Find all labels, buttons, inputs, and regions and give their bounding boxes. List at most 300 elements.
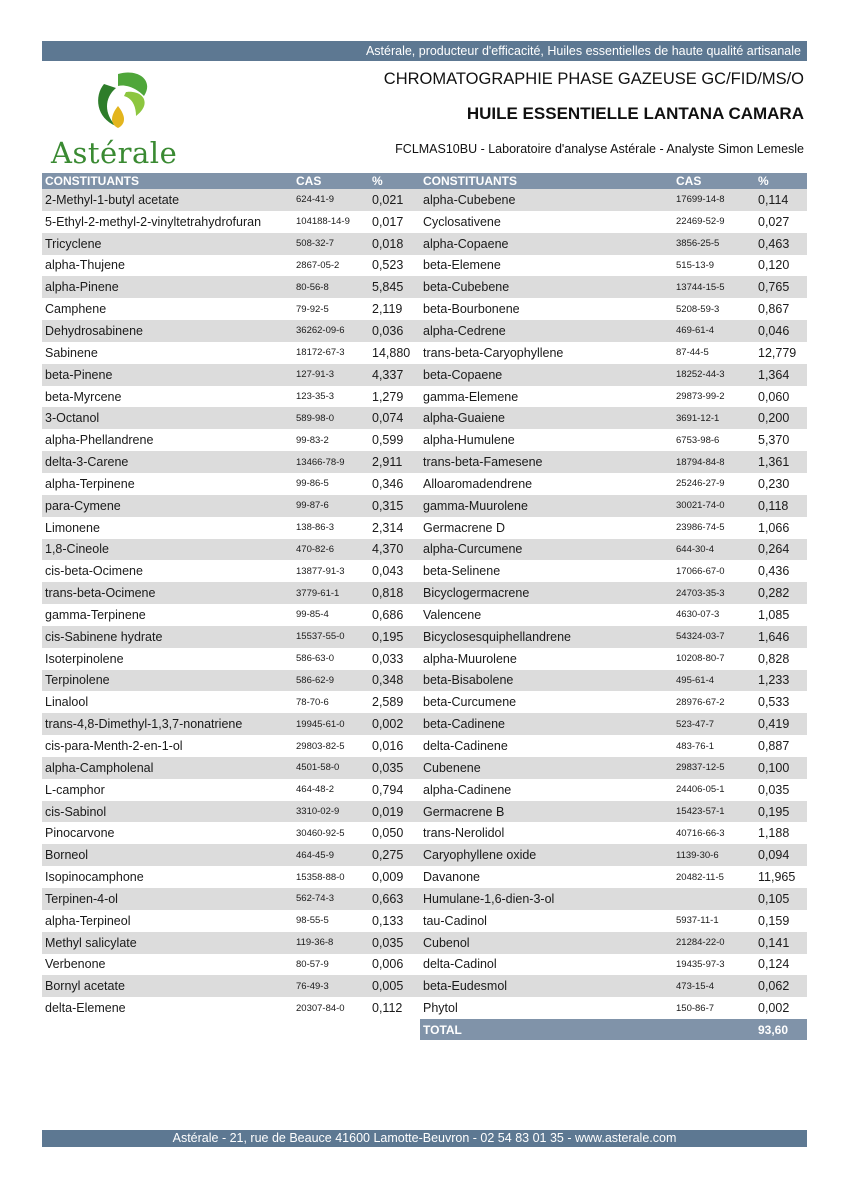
table-row	[420, 604, 807, 626]
constituent-name: Phytol	[423, 1001, 458, 1016]
percentage: 0,686	[372, 607, 404, 622]
percentage: 0,060	[758, 389, 790, 404]
constituent-name: cis-Sabinene hydrate	[45, 629, 163, 644]
table-row	[42, 211, 429, 233]
table-row	[42, 320, 429, 342]
constituent-name: alpha-Guaiene	[423, 411, 506, 426]
percentage: 0,036	[372, 323, 404, 338]
percentage: 0,002	[758, 1001, 790, 1016]
percentage: 5,845	[372, 280, 404, 295]
constituent-name: Isoterpinolene	[45, 651, 124, 666]
table-row	[42, 997, 429, 1019]
constituent-name: para-Cymene	[45, 498, 121, 513]
table-row	[42, 495, 429, 517]
percentage: 0,005	[372, 979, 404, 994]
cas-number: 76-49-3	[296, 980, 329, 992]
cas-number: 589-98-0	[296, 412, 335, 424]
percentage: 0,019	[372, 804, 404, 819]
constituent-name: Cubenene	[423, 760, 481, 775]
table-row	[42, 801, 429, 823]
table-row	[42, 473, 429, 495]
cas-number: 5208-59-3	[676, 303, 720, 315]
cas-number: 79-92-5	[296, 303, 329, 315]
constituent-name: trans-beta-Caryophyllene	[423, 345, 564, 360]
constituent-name: gamma-Muurolene	[423, 498, 528, 513]
table-row	[42, 844, 429, 866]
constituent-name: Limonene	[45, 520, 100, 535]
cas-number: 80-56-8	[296, 281, 329, 293]
constituent-name: beta-Cubebene	[423, 280, 510, 295]
constituent-name: delta-Cadinene	[423, 739, 508, 754]
percentage: 0,035	[372, 935, 404, 950]
percentage: 0,009	[372, 870, 404, 885]
constituent-name: beta-Curcumene	[423, 695, 517, 710]
constituent-name: beta-Bisabolene	[423, 673, 514, 688]
tagline-banner: Astérale, producteur d'efficacité, Huiles essentielles de haute qualité artisanale	[42, 41, 807, 61]
constituent-name: alpha-Campholenal	[45, 760, 154, 775]
table-row	[420, 713, 807, 735]
percentage: 0,018	[372, 236, 404, 251]
percentage: 0,887	[758, 739, 790, 754]
logo-wordmark: Astérale	[51, 136, 178, 170]
constituent-name: beta-Eudesmol	[423, 979, 508, 994]
percentage: 4,337	[372, 367, 404, 382]
percentage: 0,282	[758, 586, 790, 601]
constituent-name: tau-Cadinol	[423, 913, 487, 928]
cas-number: 508-32-7	[296, 238, 335, 250]
cas-number: 123-35-3	[296, 391, 335, 403]
percentage: 1,279	[372, 389, 404, 404]
percentage: 0,159	[758, 913, 790, 928]
constituent-name: beta-Myrcene	[45, 389, 122, 404]
constituent-name: trans-4,8-Dimethyl-1,3,7-nonatriene	[45, 717, 243, 732]
constituent-name: Caryophyllene oxide	[423, 848, 537, 863]
percentage: 0,050	[372, 826, 404, 841]
cas-number: 19945-61-0	[296, 718, 345, 730]
percentage: 0,105	[758, 891, 790, 906]
percentage: 0,046	[758, 323, 790, 338]
total-row	[420, 1019, 807, 1040]
table-row	[420, 932, 807, 954]
table-row	[420, 451, 807, 473]
constituent-name: Germacrene B	[423, 804, 505, 819]
total-label: TOTAL	[423, 1022, 462, 1037]
cas-number: 586-62-9	[296, 674, 335, 686]
table-row	[420, 407, 807, 429]
constituent-name: cis-Sabinol	[45, 804, 107, 819]
constituent-name: Davanone	[423, 870, 480, 885]
table-row	[42, 735, 429, 757]
constituent-name: gamma-Terpinene	[45, 607, 146, 622]
table-row	[42, 910, 429, 932]
table-row	[42, 691, 429, 713]
table-row	[42, 822, 429, 844]
constituent-name: Cyclosativene	[423, 214, 501, 229]
constituent-name: alpha-Phellandrene	[45, 433, 154, 448]
cas-number: 10208-80-7	[676, 653, 725, 665]
cas-number: 138-86-3	[296, 522, 335, 534]
table-row	[420, 844, 807, 866]
cas-number: 469-61-4	[676, 325, 715, 337]
cas-number: 99-86-5	[296, 478, 329, 490]
constituent-name: 2-Methyl-1-butyl acetate	[45, 192, 180, 207]
cas-number: 104188-14-9	[296, 216, 350, 228]
table-row	[420, 648, 807, 670]
percentage: 11,965	[758, 870, 796, 885]
percentage: 0,599	[372, 433, 404, 448]
percentage: 0,035	[758, 782, 790, 797]
cas-number: 3779-61-1	[296, 587, 340, 599]
constituent-name: alpha-Copaene	[423, 236, 509, 251]
cas-number: 24703-35-3	[676, 587, 725, 599]
table-row	[42, 560, 429, 582]
table-row	[42, 670, 429, 692]
percentage: 0,002	[372, 717, 404, 732]
table-row	[42, 255, 429, 277]
table-row	[420, 997, 807, 1019]
table-row	[420, 975, 807, 997]
cas-number: 54324-03-7	[676, 631, 725, 643]
cas-number: 87-44-5	[676, 347, 709, 359]
header-percent: %	[372, 174, 383, 188]
constituent-name: Pinocarvone	[45, 826, 115, 841]
table-row	[42, 779, 429, 801]
lab-reference: FCLMAS10BU - Laboratoire d'analyse Astérale - Analyste Simon Lemesle	[395, 142, 804, 156]
cas-number: 30021-74-0	[676, 500, 725, 512]
table-row	[420, 888, 807, 910]
percentage: 0,663	[372, 891, 404, 906]
table-row	[420, 473, 807, 495]
percentage: 1,066	[758, 520, 790, 535]
table-row	[420, 364, 807, 386]
table-header	[420, 173, 807, 189]
table-row	[42, 407, 429, 429]
cas-number: 586-63-0	[296, 653, 335, 665]
percentage: 0,043	[372, 564, 404, 579]
constituent-name: Cubenol	[423, 935, 470, 950]
percentage: 0,062	[758, 979, 790, 994]
table-row	[420, 342, 807, 364]
table-row	[420, 822, 807, 844]
oil-name: HUILE ESSENTIELLE LANTANA CAMARA	[466, 104, 804, 123]
cas-number: 99-83-2	[296, 434, 329, 446]
cas-number: 13744-15-5	[676, 281, 725, 293]
constituent-name: Tricyclene	[45, 236, 102, 251]
percentage: 12,779	[758, 345, 797, 360]
constituent-name: alpha-Cubebene	[423, 192, 516, 207]
table-row	[42, 932, 429, 954]
constituent-name: cis-para-Menth-2-en-1-ol	[45, 739, 183, 754]
cas-number: 4630-07-3	[676, 609, 720, 621]
cas-number: 523-47-7	[676, 718, 715, 730]
table-row	[42, 517, 429, 539]
constituent-name: Valencene	[423, 607, 482, 622]
table-row	[42, 888, 429, 910]
constituent-name: gamma-Elemene	[423, 389, 519, 404]
percentage: 4,370	[372, 542, 404, 557]
table-row	[42, 386, 429, 408]
table-left-column	[42, 173, 429, 1019]
table-row	[420, 735, 807, 757]
cas-number: 473-15-4	[676, 980, 715, 992]
constituent-name: Borneol	[45, 848, 89, 863]
cas-number: 127-91-3	[296, 369, 335, 381]
constituent-name: Linalool	[45, 695, 89, 710]
percentage: 0,200	[758, 411, 790, 426]
table-row	[420, 582, 807, 604]
table-row	[420, 189, 807, 211]
table-right-column	[420, 173, 807, 1040]
cas-number: 18172-67-3	[296, 347, 345, 359]
cas-number: 29803-82-5	[296, 740, 345, 752]
cas-number: 13466-78-9	[296, 456, 345, 468]
table-row	[42, 364, 429, 386]
cas-number: 78-70-6	[296, 696, 329, 708]
cas-number: 99-87-6	[296, 500, 329, 512]
percentage: 0,867	[758, 302, 790, 317]
cas-number: 3310-02-9	[296, 806, 340, 818]
constituent-name: delta-3-Carene	[45, 455, 129, 470]
constituent-name: trans-Nerolidol	[423, 826, 505, 841]
cas-number: 36262-09-6	[296, 325, 345, 337]
constituent-name: alpha-Thujene	[45, 258, 125, 273]
percentage: 0,118	[758, 498, 789, 513]
table-row	[42, 757, 429, 779]
document-title: CHROMATOGRAPHIE PHASE GAZEUSE GC/FID/MS/O	[383, 70, 804, 88]
table-row	[420, 276, 807, 298]
cas-number: 119-36-8	[296, 937, 334, 949]
header-percent: %	[758, 174, 769, 188]
cas-number: 18794-84-8	[676, 456, 725, 468]
percentage: 0,017	[372, 214, 404, 229]
constituent-name: alpha-Muurolene	[423, 651, 517, 666]
cas-number: 1139-30-6	[676, 849, 719, 861]
constituent-name: Germacrene D	[423, 520, 505, 535]
constituent-name: trans-beta-Ocimene	[45, 586, 156, 601]
percentage: 2,314	[372, 520, 404, 535]
percentage: 0,828	[758, 651, 790, 666]
table-row	[42, 189, 429, 211]
constituent-name: beta-Bourbonene	[423, 302, 520, 317]
header-constituents: CONSTITUANTS	[423, 174, 517, 188]
cas-number: 624-41-9	[296, 194, 335, 206]
cas-number: 18252-44-3	[676, 369, 725, 381]
constituent-name: Alloaromadendrene	[423, 476, 533, 491]
cas-number: 20482-11-5	[676, 871, 724, 883]
percentage: 1,188	[758, 826, 790, 841]
percentage: 0,021	[372, 192, 404, 207]
cas-number: 464-48-2	[296, 784, 335, 796]
percentage: 0,346	[372, 476, 404, 491]
cas-number: 30460-92-5	[296, 827, 345, 839]
table-row	[420, 779, 807, 801]
cas-number: 495-61-4	[676, 674, 715, 686]
table-row	[420, 757, 807, 779]
total-value: 93,60	[758, 1022, 789, 1037]
table-row	[420, 560, 807, 582]
percentage: 0,523	[372, 258, 404, 273]
cas-number: 6753-98-6	[676, 434, 720, 446]
table-row	[420, 670, 807, 692]
constituent-name: 1,8-Cineole	[45, 542, 109, 557]
constituent-name: beta-Elemene	[423, 258, 501, 273]
table-row	[42, 233, 429, 255]
header-cas: CAS	[676, 174, 702, 188]
asterale-logo	[44, 66, 204, 170]
percentage: 0,765	[758, 280, 790, 295]
table-row	[42, 429, 429, 451]
constituent-name: alpha-Terpinene	[45, 476, 135, 491]
cas-number: 80-57-9	[296, 958, 329, 970]
table-row	[420, 910, 807, 932]
cas-number: 15423-57-1	[676, 806, 725, 818]
cas-number: 29873-99-2	[676, 391, 725, 403]
percentage: 0,033	[372, 651, 404, 666]
constituent-name: delta-Elemene	[45, 1001, 126, 1016]
constituent-name: trans-beta-Famesene	[423, 455, 543, 470]
header-constituents: CONSTITUANTS	[45, 174, 139, 188]
cas-number: 17699-14-8	[676, 194, 725, 206]
cas-number: 3856-25-5	[676, 238, 720, 250]
percentage: 14,880	[372, 345, 411, 360]
table-row	[420, 517, 807, 539]
cas-number: 15358-88-0	[296, 871, 345, 883]
constituent-name: alpha-Pinene	[45, 280, 119, 295]
constituent-name: alpha-Humulene	[423, 433, 515, 448]
percentage: 0,195	[758, 804, 790, 819]
percentage: 0,120	[758, 258, 790, 273]
percentage: 1,233	[758, 673, 790, 688]
percentage: 0,195	[372, 629, 404, 644]
table-row	[420, 691, 807, 713]
constituent-name: Dehydrosabinene	[45, 323, 143, 338]
cas-number: 17066-67-0	[676, 565, 725, 577]
table-row	[42, 648, 429, 670]
percentage: 0,100	[758, 760, 790, 775]
constituent-name: delta-Cadinol	[423, 957, 497, 972]
cas-number: 470-82-6	[296, 543, 335, 555]
table-row	[42, 276, 429, 298]
percentage: 0,074	[372, 411, 404, 426]
percentage: 0,264	[758, 542, 790, 557]
percentage: 0,006	[372, 957, 404, 972]
percentage: 2,119	[372, 302, 403, 317]
cas-number: 4501-58-0	[296, 762, 340, 774]
table-row	[420, 320, 807, 342]
cas-number: 98-55-5	[296, 915, 329, 927]
percentage: 0,436	[758, 564, 790, 579]
table-row	[42, 342, 429, 364]
cas-number: 29837-12-5	[676, 762, 725, 774]
cas-number: 19435-97-3	[676, 958, 725, 970]
cas-number: 25246-27-9	[676, 478, 725, 490]
constituent-name: Terpinen-4-ol	[45, 891, 118, 906]
percentage: 0,112	[372, 1001, 403, 1016]
leaf-drop-icon	[44, 66, 204, 141]
table-row	[42, 451, 429, 473]
percentage: 0,463	[758, 236, 790, 251]
cas-number: 24406-05-1	[676, 784, 725, 796]
table-row	[420, 211, 807, 233]
table-row	[42, 582, 429, 604]
percentage: 5,370	[758, 433, 790, 448]
table-row	[420, 255, 807, 277]
constituent-name: 5-Ethyl-2-methyl-2-vinyltetrahydrofuran	[45, 214, 262, 229]
percentage: 0,419	[758, 717, 790, 732]
table-header	[42, 173, 429, 189]
constituent-name: Methyl salicylate	[45, 935, 137, 950]
table-row	[420, 495, 807, 517]
percentage: 0,133	[372, 913, 404, 928]
percentage: 0,016	[372, 739, 404, 754]
constituent-name: Sabinene	[45, 345, 98, 360]
percentage: 1,364	[758, 367, 790, 382]
header-cas: CAS	[296, 174, 322, 188]
percentage: 0,533	[758, 695, 790, 710]
constituent-name: alpha-Curcumene	[423, 542, 523, 557]
constituent-name: Bicyclosesquiphellandrene	[423, 629, 572, 644]
percentage: 1,646	[758, 629, 790, 644]
cas-number: 3691-12-1	[676, 412, 720, 424]
cas-number: 40716-66-3	[676, 827, 725, 839]
table-row	[42, 626, 429, 648]
cas-number: 13877-91-3	[296, 565, 345, 577]
constituent-name: Terpinolene	[45, 673, 110, 688]
constituent-name: Camphene	[45, 302, 107, 317]
percentage: 0,348	[372, 673, 404, 688]
table-row	[420, 626, 807, 648]
percentage: 0,124	[758, 957, 790, 972]
constituent-name: beta-Cadinene	[423, 717, 506, 732]
table-row	[42, 604, 429, 626]
percentage: 0,035	[372, 760, 404, 775]
constituent-name: Verbenone	[45, 957, 106, 972]
percentage: 0,114	[758, 192, 789, 207]
table-row	[420, 233, 807, 255]
table-row	[420, 954, 807, 976]
cas-number: 150-86-7	[676, 1002, 715, 1014]
constituent-name: cis-beta-Ocimene	[45, 564, 143, 579]
percentage: 0,275	[372, 848, 404, 863]
constituent-name: 3-Octanol	[45, 411, 100, 426]
cas-number: 5937-11-1	[676, 915, 719, 927]
table-row	[42, 866, 429, 888]
cas-number: 562-74-3	[296, 893, 335, 905]
table-row	[420, 539, 807, 561]
constituent-name: alpha-Cedrene	[423, 323, 506, 338]
table-row	[42, 713, 429, 735]
constituent-name: beta-Copaene	[423, 367, 503, 382]
cas-number: 515-13-9	[676, 259, 715, 271]
percentage: 0,027	[758, 214, 790, 229]
constituent-name: alpha-Cadinene	[423, 782, 512, 797]
cas-number: 99-85-4	[296, 609, 329, 621]
percentage: 0,818	[372, 586, 404, 601]
cas-number: 483-76-1	[676, 740, 715, 752]
percentage: 2,589	[372, 695, 404, 710]
table-row	[42, 975, 429, 997]
constituent-name: Humulane-1,6-dien-3-ol	[423, 891, 555, 906]
cas-number: 28976-67-2	[676, 696, 725, 708]
constituent-name: beta-Pinene	[45, 367, 113, 382]
cas-number: 21284-22-0	[676, 937, 725, 949]
constituent-name: alpha-Terpineol	[45, 913, 131, 928]
percentage: 0,141	[758, 935, 790, 950]
table-row	[420, 298, 807, 320]
constituent-name: Bornyl acetate	[45, 979, 125, 994]
table-row	[420, 866, 807, 888]
percentage: 0,094	[758, 848, 790, 863]
